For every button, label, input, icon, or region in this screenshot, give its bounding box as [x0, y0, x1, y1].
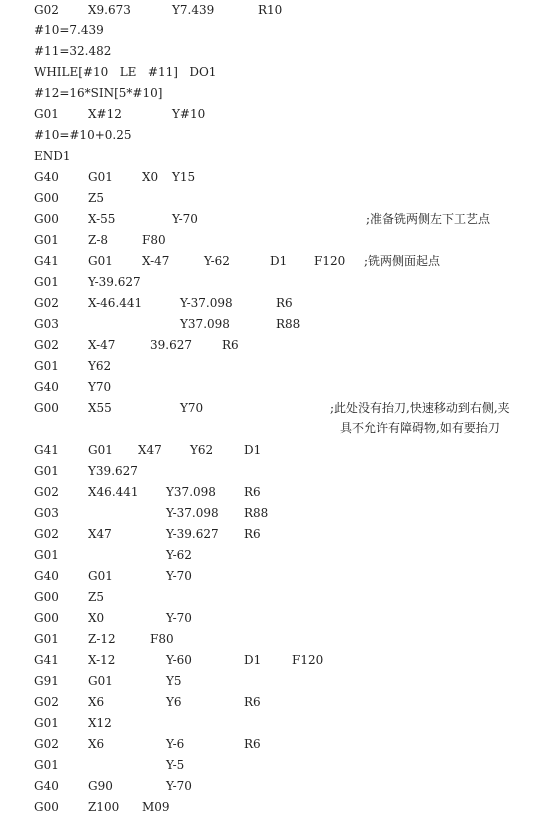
code-token: X-55: [88, 212, 116, 226]
code-token: #12=16*SIN[5*#10]: [34, 86, 163, 100]
code-line: [0, 293, 560, 314]
code-token: Y70: [180, 401, 204, 415]
code-token: G01: [34, 548, 59, 562]
code-line: [0, 230, 560, 251]
code-token: Y-70: [166, 779, 192, 793]
code-line: [0, 440, 560, 461]
code-token: G03: [34, 506, 59, 520]
code-comment: ;此处没有抬刀,快速移动到右侧,夹: [330, 401, 510, 415]
code-line: [0, 566, 560, 587]
code-token: Z-12: [88, 632, 116, 646]
code-line: [0, 418, 560, 439]
code-line: [0, 251, 560, 272]
code-comment: ;铣两侧面起点: [364, 254, 441, 268]
code-token: Y-37.098: [180, 296, 233, 310]
code-token: G01: [34, 107, 59, 121]
code-token: Y6: [166, 695, 182, 709]
code-token: G41: [34, 254, 59, 268]
code-line: [0, 671, 560, 692]
code-token: F80: [150, 632, 174, 646]
code-line: [0, 41, 560, 62]
code-token: G91: [34, 674, 59, 688]
code-token: R6: [244, 695, 261, 709]
code-token: END1: [34, 149, 71, 163]
code-token: G40: [34, 779, 59, 793]
code-token: Y-62: [166, 548, 192, 562]
code-comment: ;准备铣两侧左下工艺点: [366, 212, 491, 226]
code-line: [0, 335, 560, 356]
code-line: [0, 83, 560, 104]
code-token: Y-39.627: [166, 527, 219, 541]
code-token: Y37.098: [180, 317, 230, 331]
code-token: 39.627: [150, 338, 192, 352]
code-token: Y-39.627: [88, 275, 141, 289]
code-token: R6: [244, 485, 261, 499]
code-line: [0, 272, 560, 293]
code-token: F120: [292, 653, 324, 667]
code-line: [0, 755, 560, 776]
code-token: X9.673: [88, 3, 131, 17]
code-line: [0, 377, 560, 398]
code-token: Y#10: [172, 107, 206, 121]
code-line: [0, 734, 560, 755]
code-token: X6: [88, 695, 105, 709]
code-line: [0, 20, 560, 41]
code-token: X-47: [88, 338, 116, 352]
code-token: G40: [34, 569, 59, 583]
code-token: G01: [34, 758, 59, 772]
code-token: G01: [88, 569, 113, 583]
code-token: Z100: [88, 800, 120, 814]
code-token: Y-70: [172, 212, 198, 226]
code-line: [0, 524, 560, 545]
code-token: G40: [34, 170, 59, 184]
code-line: [0, 314, 560, 335]
code-token: X#12: [88, 107, 122, 121]
code-token: G00: [34, 401, 59, 415]
code-token: D1: [244, 443, 262, 457]
code-token: X0: [142, 170, 159, 184]
code-token: R6: [244, 527, 261, 541]
code-token: Y-70: [166, 569, 192, 583]
code-comment: 具不允许有障碍物,如有要抬刀: [340, 421, 500, 435]
code-token: X47: [88, 527, 112, 541]
code-line: [0, 188, 560, 209]
code-token: G02: [34, 695, 59, 709]
code-token: R88: [244, 506, 269, 520]
code-token: X46.441: [88, 485, 139, 499]
code-token: G02: [34, 485, 59, 499]
code-token: G01: [34, 275, 59, 289]
code-token: Z5: [88, 191, 104, 205]
code-token: Z-8: [88, 233, 109, 247]
code-line: [0, 587, 560, 608]
code-token: D1: [270, 254, 288, 268]
code-token: Y-62: [204, 254, 230, 268]
code-token: X-12: [88, 653, 116, 667]
code-token: G01: [34, 359, 59, 373]
code-token: R88: [276, 317, 301, 331]
code-token: X55: [88, 401, 112, 415]
code-line: [0, 0, 560, 21]
code-token: WHILE[#10 LE #11] DO1: [34, 65, 217, 79]
code-token: G01: [88, 254, 113, 268]
code-line: [0, 209, 560, 230]
code-token: X-46.441: [88, 296, 143, 310]
code-line: [0, 545, 560, 566]
code-token: Y-5: [166, 758, 185, 772]
code-line: [0, 482, 560, 503]
code-token: R6: [244, 737, 261, 751]
code-token: Y62: [88, 359, 112, 373]
code-token: G01: [34, 464, 59, 478]
code-token: G00: [34, 212, 59, 226]
code-line: [0, 692, 560, 713]
code-token: Y-6: [166, 737, 185, 751]
code-token: #10=#10+0.25: [34, 128, 132, 142]
code-token: Y-70: [166, 611, 192, 625]
code-token: X-47: [142, 254, 170, 268]
code-token: F80: [142, 233, 166, 247]
code-token: #11=32.482: [34, 44, 112, 58]
code-token: X12: [88, 716, 112, 730]
code-token: G01: [88, 443, 113, 457]
code-token: G01: [88, 674, 113, 688]
code-token: G01: [34, 233, 59, 247]
code-token: G41: [34, 653, 59, 667]
code-token: G02: [34, 338, 59, 352]
code-token: X0: [88, 611, 105, 625]
code-token: Z5: [88, 590, 104, 604]
code-token: Y5: [166, 674, 182, 688]
code-line: [0, 503, 560, 524]
code-token: R10: [258, 3, 283, 17]
code-token: R6: [222, 338, 239, 352]
code-token: Y70: [88, 380, 112, 394]
code-token: G90: [88, 779, 113, 793]
code-token: G00: [34, 590, 59, 604]
code-token: G41: [34, 443, 59, 457]
code-line: [0, 608, 560, 629]
code-line: [0, 125, 560, 146]
code-token: Y-37.098: [166, 506, 219, 520]
code-token: D1: [244, 653, 262, 667]
code-token: Y7.439: [172, 3, 215, 17]
code-line: [0, 356, 560, 377]
code-token: G40: [34, 380, 59, 394]
code-token: R6: [276, 296, 293, 310]
code-token: G02: [34, 527, 59, 541]
code-line: [0, 461, 560, 482]
code-token: Y15: [172, 170, 196, 184]
code-line: [0, 398, 560, 419]
code-token: #10=7.439: [34, 23, 104, 37]
code-token: F120: [314, 254, 346, 268]
code-line: [0, 776, 560, 797]
code-token: G02: [34, 737, 59, 751]
code-token: M09: [142, 800, 170, 814]
code-line: [0, 104, 560, 125]
code-token: Y39.627: [88, 464, 138, 478]
code-line: [0, 713, 560, 734]
code-line: [0, 167, 560, 188]
code-token: G00: [34, 800, 59, 814]
code-token: X6: [88, 737, 105, 751]
code-token: X47: [138, 443, 162, 457]
code-line: [0, 629, 560, 650]
code-token: G00: [34, 611, 59, 625]
code-token: Y-60: [166, 653, 192, 667]
code-token: G01: [34, 632, 59, 646]
code-line: [0, 146, 560, 167]
code-token: G02: [34, 296, 59, 310]
code-line: [0, 62, 560, 83]
code-token: Y37.098: [166, 485, 216, 499]
code-token: G03: [34, 317, 59, 331]
code-token: Y62: [190, 443, 214, 457]
code-token: G01: [88, 170, 113, 184]
code-token: G00: [34, 191, 59, 205]
code-line: [0, 650, 560, 671]
code-token: G01: [34, 716, 59, 730]
code-token: G02: [34, 3, 59, 17]
code-line: [0, 797, 560, 818]
